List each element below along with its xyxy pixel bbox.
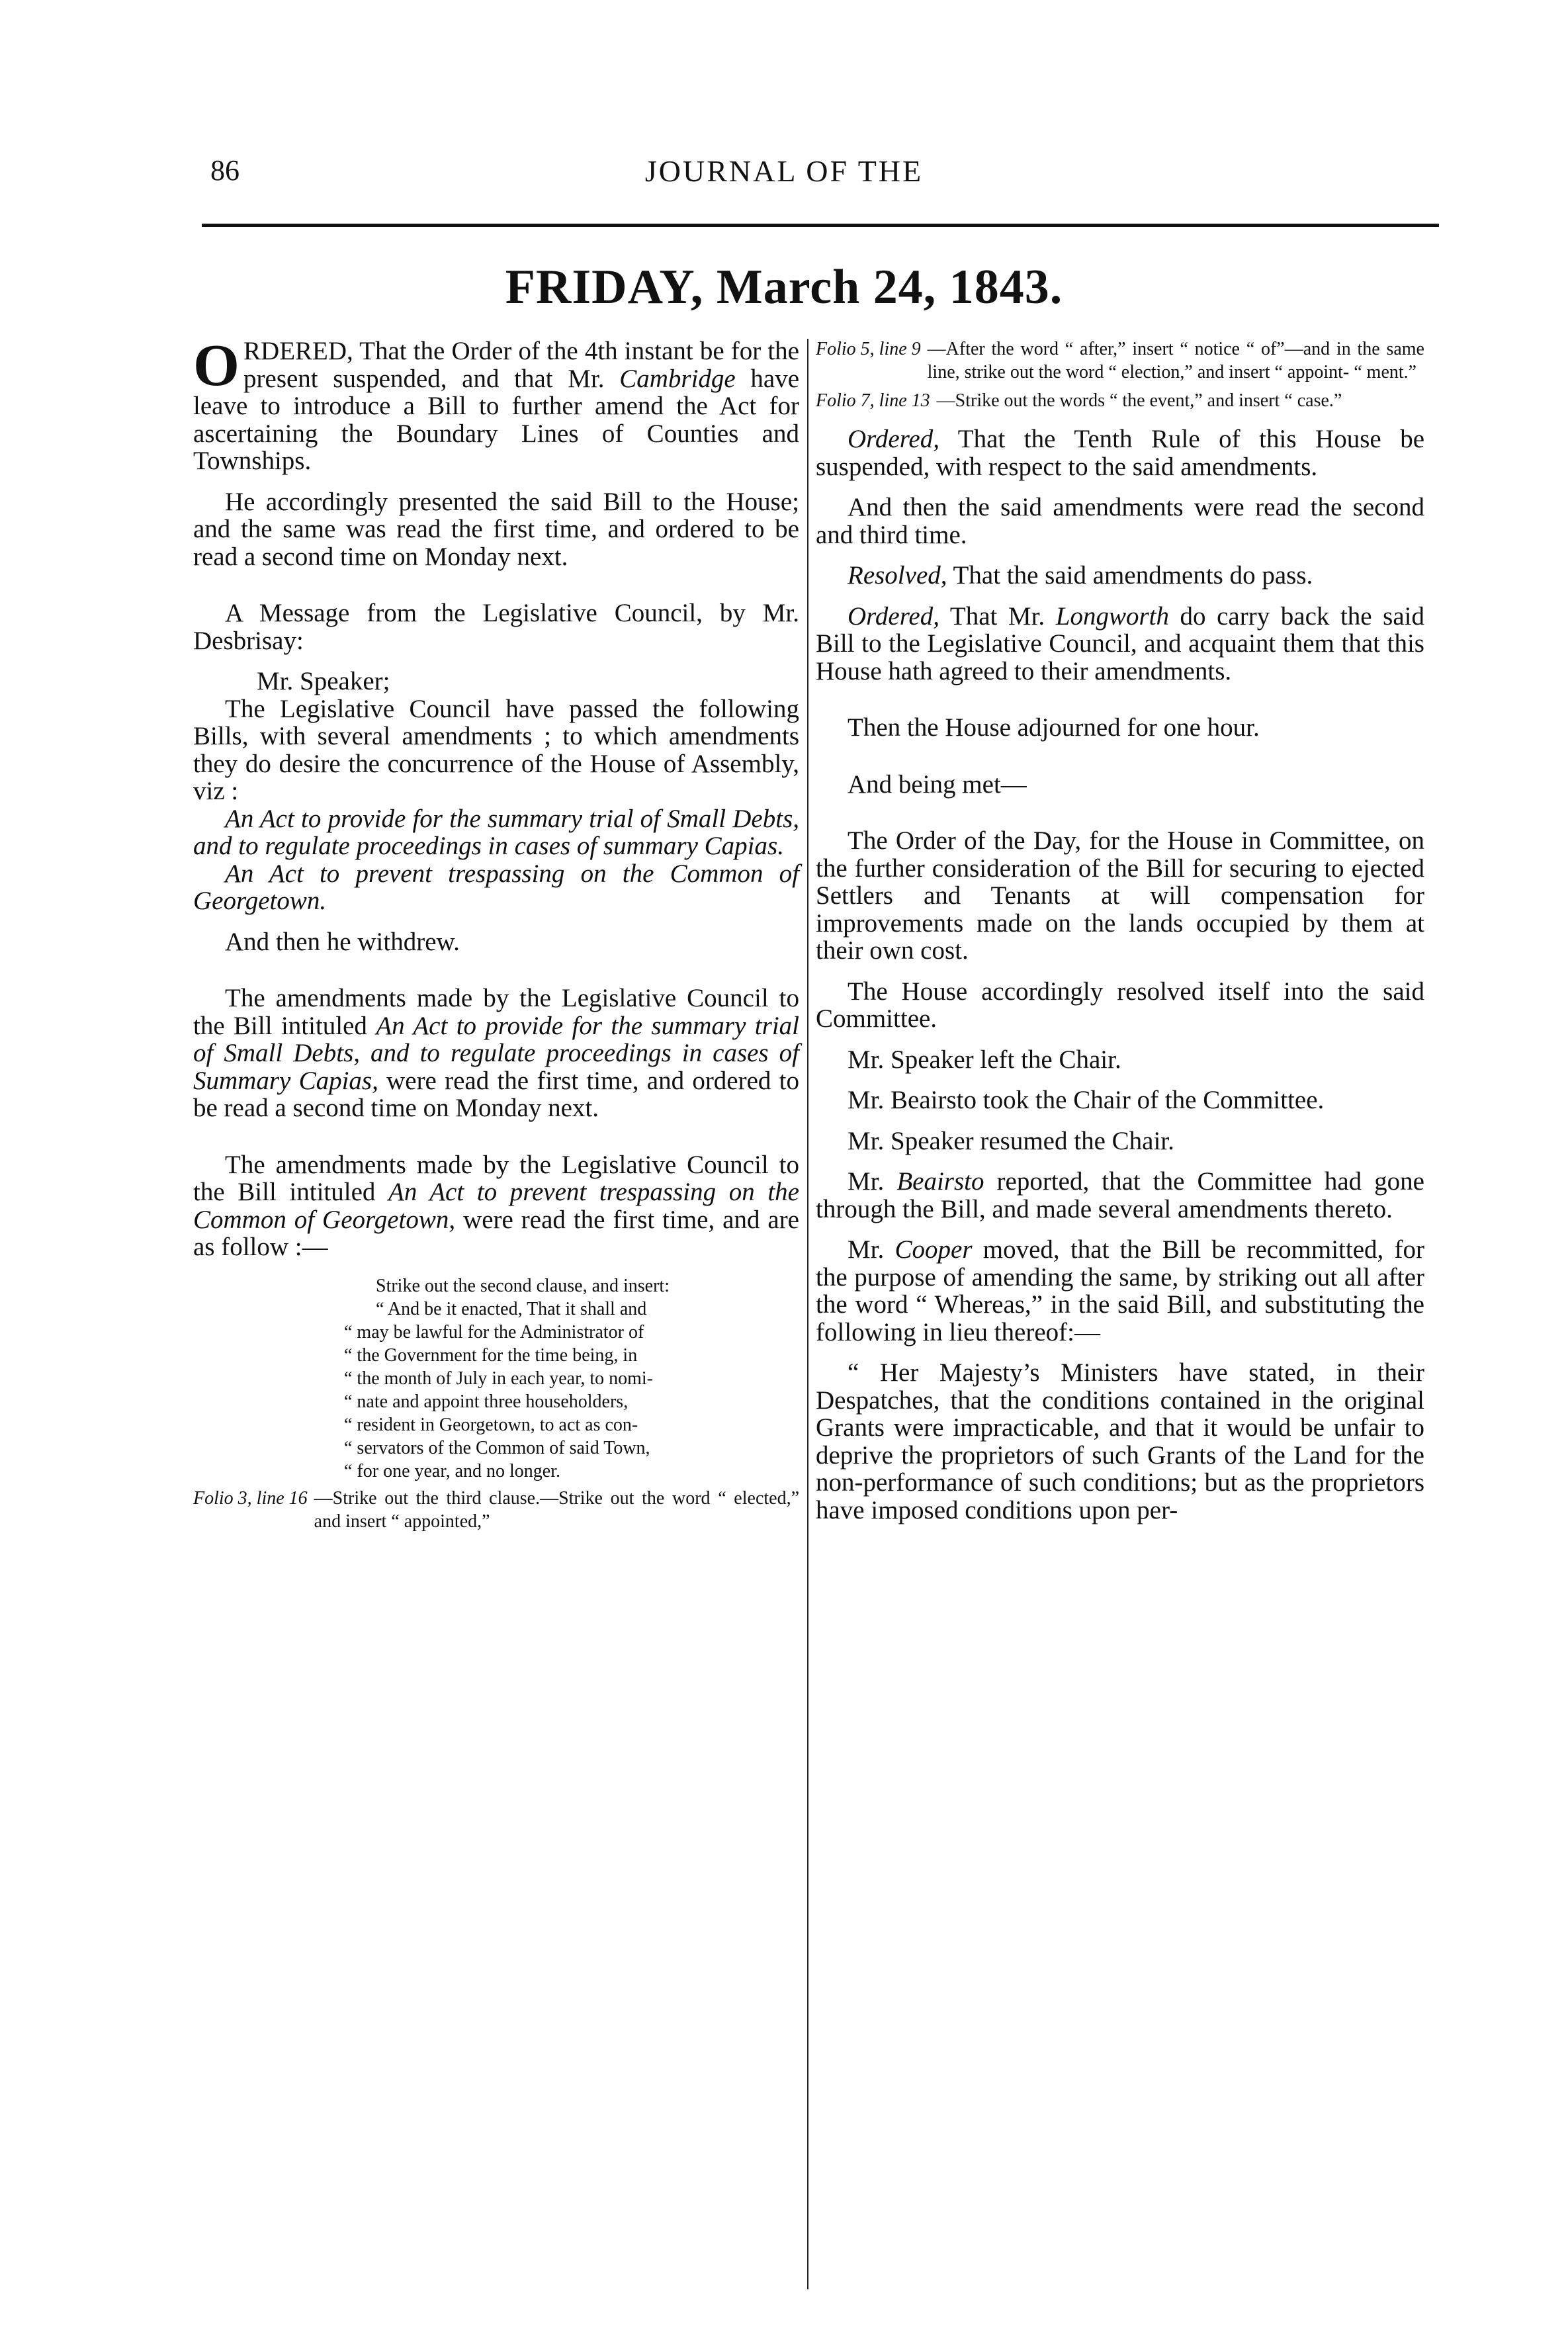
- majesty-quote-paragraph: “ Her Majesty’s Ministers have stated, in their Despatches, that the conditions contained in the original Grants were impracticable, and that it would be unfair to deprive the proprietors of such Grants of the Land for the non-performance of such conditions; but as the proprietors have imposed conditions upon per-: [816, 1358, 1424, 1524]
- right-column: [816, 337, 1424, 1524]
- clause-line: “ nate and appoint three householders,: [344, 1391, 629, 1412]
- member-name: Cooper: [894, 1235, 973, 1264]
- column-divider: [807, 339, 808, 2289]
- speaker-salutation: Mr. Speaker;: [257, 667, 390, 695]
- folio-text: —After the word “ after,” insert “ notice “ of”—and in the same line, strike out the word “ election,” and insert “ appoint- “ ment.”: [927, 339, 1424, 382]
- left-column: [193, 333, 799, 1533]
- resolved-into-paragraph: The House accordingly resolved itself into the said Committee.: [816, 977, 1424, 1033]
- folio-text: —Strike out the third clause.—Strike out the word “ elected,” and insert “ appointed,”: [314, 1487, 799, 1532]
- clause-line: “ the month of July in each year, to nomi-: [344, 1368, 653, 1389]
- running-title: JOURNAL OF THE: [644, 154, 924, 188]
- being-met-line: And being met—: [848, 770, 1027, 799]
- folio-3-amendment: [193, 1487, 799, 1533]
- date-heading: FRIDAY, March 24, 1843.: [505, 260, 1063, 314]
- folio-label: Folio 5, line 9: [816, 339, 921, 359]
- strike-intro: Strike out the second clause, and insert:: [376, 1275, 670, 1296]
- amendments-first-paragraph: The amendments made by the Legislative Council to the Bill intituled An Act to provide for the summary trial of Small Debts, and to regulate proceedings in cases of Summary Capias, were read the first time, and ordered to be read a second time on Monday next.: [193, 984, 799, 1122]
- clause-line: “ the Government for the time being, in: [344, 1344, 638, 1366]
- page-number: 86: [210, 154, 240, 187]
- amendment-clause-block: [344, 1274, 799, 1483]
- folio-text: —Strike out the words “ the event,” and insert “ case.”: [936, 390, 1342, 411]
- folio-5-amendment: [816, 337, 1424, 384]
- clause-line: “ resident in Georgetown, to act as con-: [344, 1414, 638, 1435]
- drop-cap: O: [193, 333, 240, 398]
- clause-line: “ And be it enacted, That it shall and: [376, 1298, 647, 1319]
- message-paragraph: A Message from the Legislative Council, by Mr. Desbrisay:: [193, 599, 799, 655]
- cooper-motion-paragraph: Mr. Cooper moved, that the Bill be recommitted, for the purpose of amending the same, by striking out all after the word “ Whereas,” in the said Bill, and substituting the following in lieu thereof:—: [816, 1235, 1425, 1346]
- folio-label: Folio 7, line 13: [816, 390, 930, 411]
- bill-title-1: An Act to provide for the summary trial of Small Debts, and to regulate proceedings in cases of summary Capias.: [193, 804, 799, 860]
- longworth-paragraph: Ordered, That Mr. Longworth do carry back the said Bill to the Legislative Council, and acquaint them that this House hath agreed to their amendments.: [816, 601, 1425, 685]
- member-name: Beairsto: [896, 1167, 984, 1196]
- folio-7-amendment: [816, 389, 1424, 412]
- left-chair-line: Mr. Speaker left the Chair.: [848, 1045, 1121, 1074]
- amendments-second-paragraph: The amendments made by the Legislative Council to the Bill intituled An Act to prevent trespassing on the Common of Georgetown, were read the first time, and are as follow :—: [193, 1150, 799, 1261]
- took-chair-paragraph: Mr. Beairsto took the Chair of the Committee.: [848, 1086, 1325, 1114]
- page-header: [0, 154, 1568, 206]
- header-rule: [202, 224, 1439, 227]
- resolved-paragraph: Resolved, That the said amendments do pass.: [848, 561, 1313, 590]
- adjourned-line: Then the House adjourned for one hour.: [848, 713, 1260, 742]
- tenth-rule-paragraph: Ordered, That the Tenth Rule of this House be suspended, with respect to the said amendments.: [816, 425, 1424, 481]
- clause-line: “ for one year, and no longer.: [344, 1460, 560, 1481]
- bill-title-2: An Act to prevent trespassing on the Common of Georgetown.: [193, 859, 799, 915]
- reported-paragraph: Mr. Beairsto reported, that the Committee had gone through the Bill, and made several amendments thereto.: [816, 1167, 1424, 1223]
- read-second-paragraph: And then the said amendments were read the second and third time.: [816, 493, 1424, 549]
- member-name: Longworth: [1055, 601, 1169, 631]
- presented-paragraph: He accordingly presented the said Bill to the House; and the same was read the first time, and ordered to be read a second time on Monday next.: [193, 487, 799, 571]
- withdrew-line: And then he withdrew.: [225, 927, 460, 956]
- folio-label: Folio 3, line 16: [193, 1487, 308, 1509]
- clause-line: “ may be lawful for the Administrator of: [344, 1321, 644, 1343]
- ordered-paragraph: ORDERED, That the Order of the 4th instant be for the present suspended, and that Mr. Cambridge have leave to introduce a Bill to further amend the Act for ascertaining the Boundary Lines of Counties and Townships.: [193, 333, 799, 475]
- order-of-day-paragraph: The Order of the Day, for the House in Committee, on the further consideration of the Bill for securing to ejected Settlers and Tenants at will compensation for improvements made on the lands occupied by them at their own cost.: [816, 826, 1424, 965]
- clause-line: “ servators of the Common of said Town,: [344, 1437, 650, 1458]
- member-name: Cambridge: [619, 364, 736, 393]
- resumed-chair-line: Mr. Speaker resumed the Chair.: [848, 1126, 1174, 1155]
- council-passed-paragraph: The Legislative Council have passed the following Bills, with several amendments ; to which amendments they do desire the concurrence of the House of Assembly, viz :: [193, 694, 799, 805]
